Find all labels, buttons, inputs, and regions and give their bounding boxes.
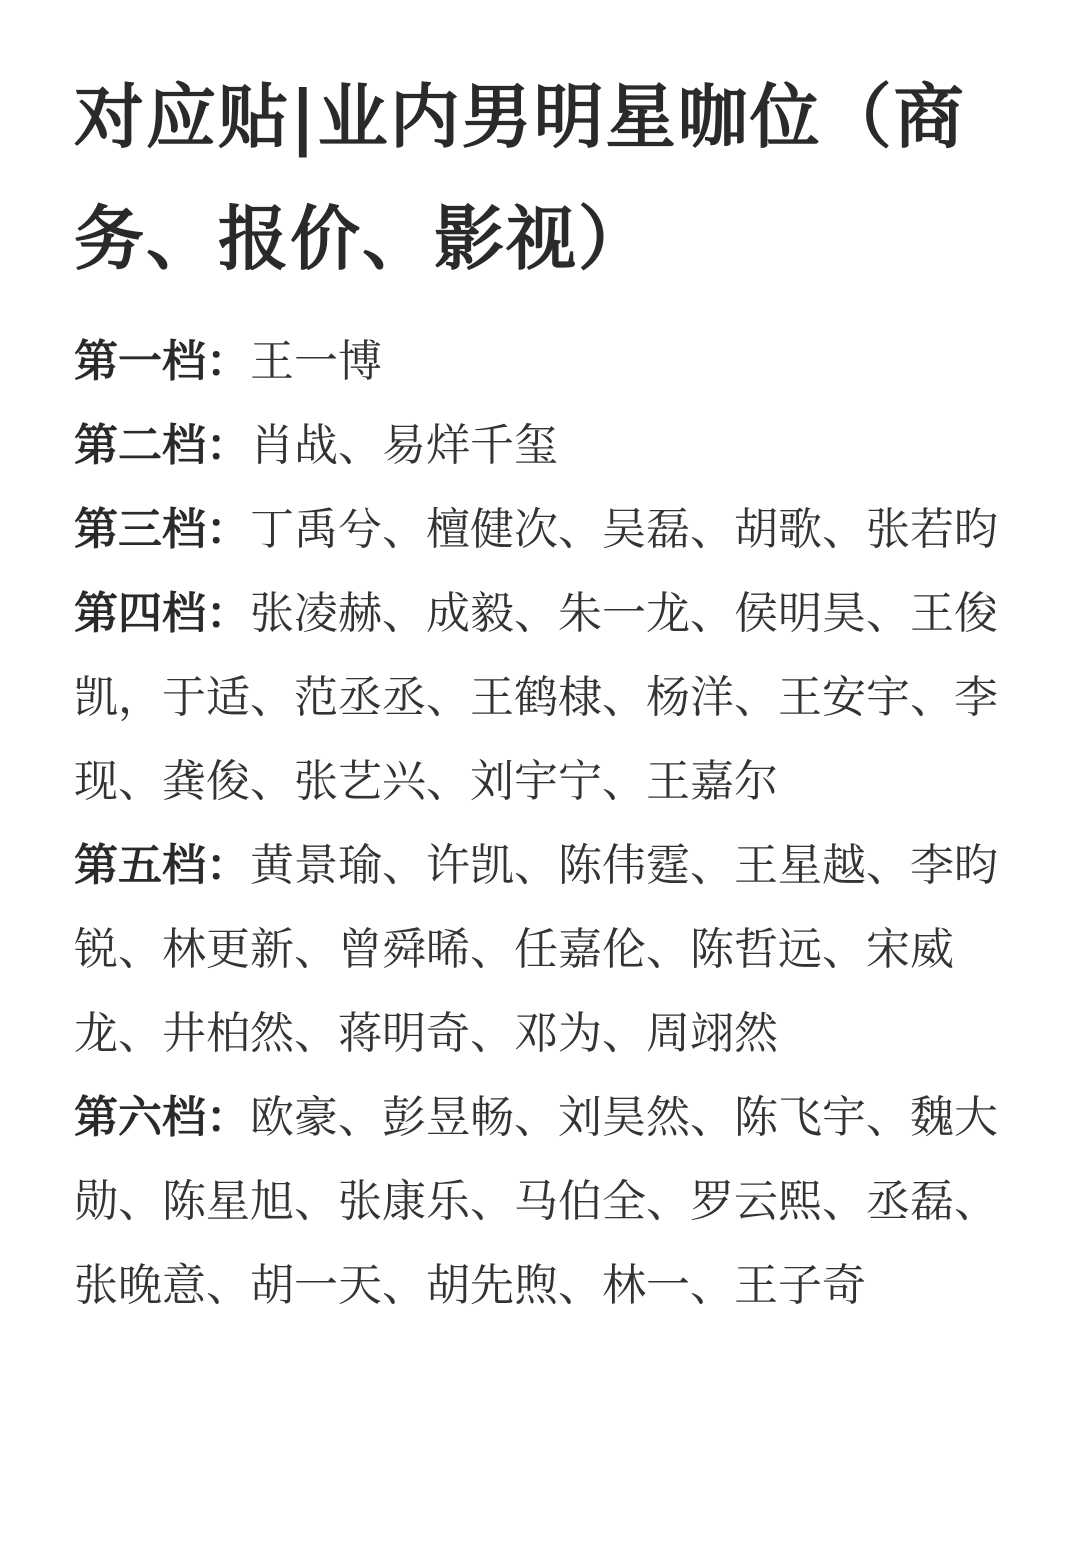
tier-1-names: 王一博	[250, 336, 382, 387]
tier-4	[74, 572, 1034, 824]
tier-5-names: 黄景瑜、许凯、陈伟霆、王星越、李昀锐、林更新、曾舜晞、任嘉伦、陈哲远、宋威龙、井柏然、蒋明奇、邓为、周翊然	[74, 840, 998, 1059]
tier-6	[74, 1076, 1034, 1328]
tier-4-label: 第四档：	[74, 588, 250, 639]
tier-4-names: 张凌赫、成毅、朱一龙、侯明昊、王俊凯，于适、范丞丞、王鹤棣、杨洋、王安宇、李现、龚俊、张艺兴、刘宇宁、王嘉尔	[74, 588, 998, 807]
article-title: 对应贴|业内男明星咖位（商务、报价、影视）	[74, 76, 966, 280]
tier-2-names: 肖战、易烊千玺	[250, 420, 558, 471]
tier-1	[74, 320, 1034, 404]
tier-6-label: 第六档：	[74, 1092, 250, 1143]
tier-3-label: 第三档：	[74, 504, 250, 555]
tier-list	[74, 320, 1034, 1328]
tier-5	[74, 824, 1034, 1076]
article	[74, 0, 1034, 1328]
tier-6-names: 欧豪、彭昱畅、刘昊然、陈飞宇、魏大勋、陈星旭、张康乐、马伯全、罗云熙、丞磊、张晚意、胡一天、胡先煦、林一、王子奇	[74, 1092, 998, 1311]
tier-5-label: 第五档：	[74, 840, 250, 891]
tier-2	[74, 404, 1034, 488]
tier-2-label: 第二档：	[74, 420, 250, 471]
tier-1-label: 第一档：	[74, 336, 250, 387]
tier-3	[74, 488, 1034, 572]
tier-3-names: 丁禹兮、檀健次、吴磊、胡歌、张若昀	[250, 504, 998, 555]
